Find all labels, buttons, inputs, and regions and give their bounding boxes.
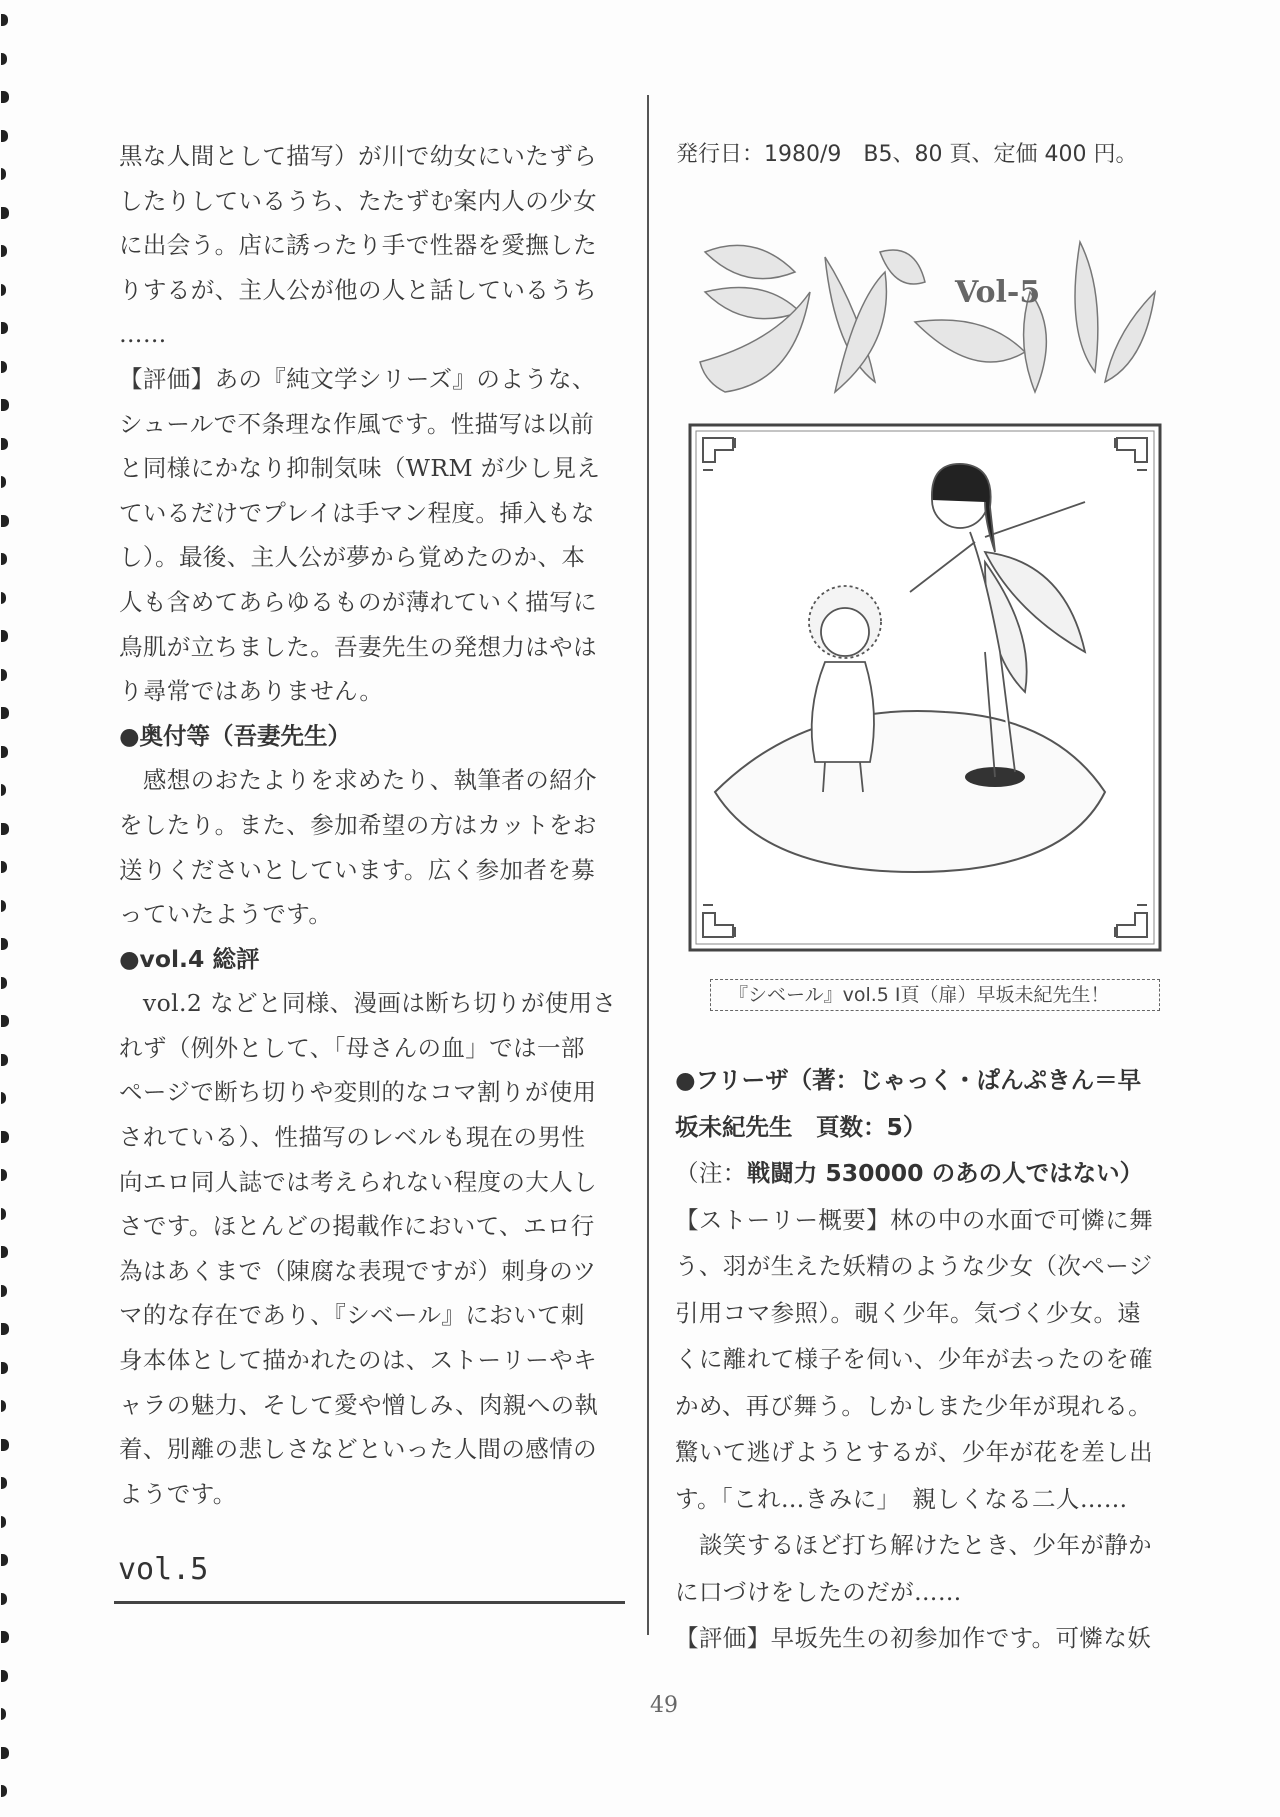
binding-mark <box>1 553 7 565</box>
line-text: 談笑するほど打ち解けたとき、少年が静か <box>675 1531 1153 1559</box>
logo-leaves <box>700 242 1155 392</box>
text-line <box>119 446 629 491</box>
binding-mark <box>1 1593 7 1605</box>
text-line <box>675 1197 1185 1244</box>
text-line <box>675 1336 1185 1383</box>
line-text: 黒な人間として描写）が川で幼女にいたずら <box>119 142 597 170</box>
line-text: 【評価】あの『純文学シリーズ』のような、 <box>119 364 596 393</box>
binding-mark <box>1 1554 8 1566</box>
line-text: マ的な存在であり、『シベール』において刺 <box>119 1301 585 1330</box>
line-text: 着、別離の悲しさなどといった人間の感情の <box>119 1435 597 1464</box>
binding-mark <box>1 1439 9 1451</box>
section-rule <box>114 1601 625 1604</box>
line-text: 為はあくまで（陳腐な表現ですが）刺身のツ <box>119 1256 597 1285</box>
binding-mark <box>1 1400 6 1412</box>
binding-mark <box>1 361 7 373</box>
binding-mark <box>1 245 7 257</box>
binding-mark <box>1 938 8 950</box>
binding-mark <box>1 168 6 180</box>
text-line <box>119 1472 629 1517</box>
binding-mark <box>1 746 8 758</box>
binding-mark <box>1 1015 9 1027</box>
binding-mark <box>1 1362 8 1374</box>
text-line <box>119 134 629 179</box>
binding-holes <box>0 0 14 1817</box>
binding-mark <box>1 1747 9 1759</box>
line-text: 向エロ同人誌では考えられない程度の大人し <box>119 1167 597 1196</box>
text-line <box>119 1204 629 1249</box>
line-text: ●フリーザ（著：じゃっく・ぱんぷきん＝早 <box>675 1066 1142 1094</box>
binding-mark <box>1 1477 7 1489</box>
binding-mark <box>1 1246 8 1258</box>
binding-mark <box>1 322 8 334</box>
text-line <box>119 981 629 1026</box>
logo-volume-label: Vol-5 <box>955 275 1041 310</box>
section-subheading <box>119 937 629 982</box>
binding-mark <box>1 823 9 835</box>
text-line <box>675 1569 1185 1616</box>
line-text: シュールで不条理な作風です。性描写は以前 <box>119 409 595 438</box>
line-text: （注： <box>675 1159 747 1187</box>
line-text: 【ストーリー概要】林の中の水面で可憐に舞 <box>675 1205 1153 1234</box>
text-line <box>675 1243 1185 1290</box>
line-text: ページで断ち切りや変則的なコマ割りが使用 <box>119 1078 597 1107</box>
text-line <box>119 535 629 580</box>
line-bold-text: 戦闘力 530000 のあの人ではない） <box>746 1159 1144 1187</box>
binding-mark <box>1 977 7 989</box>
text-line <box>119 1427 629 1472</box>
line-text: 送りくださいとしています。広く参加者を募 <box>119 855 596 884</box>
line-text: ようです。 <box>119 1479 237 1508</box>
line-text: 坂未紀先生 頁数：5） <box>675 1112 927 1141</box>
text-line <box>119 803 629 848</box>
binding-mark <box>1 669 7 681</box>
line-text: 鳥肌が立ちました。吾妻先生の発想力はやは <box>119 632 597 661</box>
binding-mark <box>1 1131 9 1143</box>
text-line <box>675 1522 1185 1569</box>
text-line <box>119 1383 629 1428</box>
line-text: 感想のおたよりを求めたり、執筆者の紹介 <box>119 766 597 795</box>
text-line <box>119 268 629 313</box>
publication-info: 発行日：1980/9 B5、80 頁、定価 400 円。 <box>676 142 1138 167</box>
text-line <box>119 179 629 224</box>
line-text: 身本体として描かれたのは、ストーリーやキ <box>119 1346 597 1375</box>
binding-mark <box>1 1208 6 1220</box>
line-text: さです。ほとんどの掲載作において、エロ行 <box>119 1212 595 1241</box>
text-line <box>119 223 629 268</box>
text-line <box>119 1115 629 1160</box>
line-text: ●奥付等（吾妻先生） <box>119 721 352 750</box>
text-line <box>119 1249 629 1294</box>
binding-mark <box>1 1516 6 1528</box>
boy-figure <box>809 586 881 792</box>
column-divider <box>647 95 649 1635</box>
line-text: し）。最後、主人公が夢から覚めたのか、本 <box>119 543 586 572</box>
text-line <box>119 1070 629 1115</box>
line-text: 引用コマ参照）。覗く少年。気づく少女。遠 <box>675 1298 1142 1327</box>
line-text: 人も含めてあらゆるものが薄れていく描写に <box>119 587 597 616</box>
binding-mark <box>1 284 6 296</box>
binding-mark <box>1 1054 8 1066</box>
binding-mark <box>1 1092 6 1104</box>
text-line <box>119 758 629 803</box>
binding-mark <box>1 14 8 26</box>
text-line <box>119 1338 629 1383</box>
line-text: ャラの魅力、そして愛や憎しみ、肉親への執 <box>119 1390 599 1419</box>
binding-mark <box>1 207 9 219</box>
line-text: と同様にかなり抑制気味（WRM が少し見え <box>119 454 601 483</box>
line-text: されている）、性描写のレベルも現在の男性 <box>119 1123 586 1152</box>
text-line <box>119 669 629 714</box>
text-line <box>119 1293 629 1338</box>
line-text: ●vol.4 総評 <box>119 944 260 973</box>
line-text: 【評価】早坂先生の初参加作です。可憐な妖 <box>675 1624 1152 1652</box>
text-line <box>119 312 629 357</box>
binding-mark <box>1 438 8 450</box>
section-heading-vol5: vol.5 <box>118 1552 209 1587</box>
binding-mark <box>1 1708 6 1720</box>
line-text: 驚いて逃げようとするが、少年が花を差し出 <box>675 1438 1153 1466</box>
text-line <box>119 625 629 670</box>
cover-illustration <box>685 232 1165 957</box>
text-line <box>119 580 629 625</box>
text-line <box>675 1429 1185 1476</box>
line-text: す。「これ…きみに」 親しくなる二人…… <box>675 1484 1128 1513</box>
section-subheading <box>119 714 629 759</box>
line-text: くに離れて様子を伺い、少年が去ったのを確 <box>675 1345 1153 1373</box>
line-text: り尋常ではありません。 <box>119 677 384 706</box>
line-text: ているだけでプレイは手マン程度。挿入もな <box>119 498 595 527</box>
left-column <box>119 134 629 1516</box>
line-text: したりしているうち、たたずむ案内人の少女 <box>119 186 597 215</box>
text-line <box>119 357 629 402</box>
text-line <box>675 1383 1185 1430</box>
text-line <box>675 1290 1185 1337</box>
binding-mark <box>1 399 9 411</box>
line-text: に口づけをしたのだが…… <box>675 1577 962 1606</box>
text-line <box>119 491 629 536</box>
page-number: 49 <box>650 1693 678 1718</box>
line-text: をしたり。また、参加希望の方はカットをお <box>119 810 597 839</box>
line-text: vol.2 などと同様、漫画は断ち切りが使用さ <box>119 989 617 1018</box>
binding-mark <box>1 630 8 642</box>
line-text: かめ、再び舞う。しかしまた少年が現れる。 <box>675 1391 1153 1420</box>
text-line <box>675 1615 1185 1662</box>
binding-mark <box>1 1670 8 1682</box>
binding-mark <box>1 91 9 103</box>
binding-mark <box>1 1169 7 1181</box>
line-text: りするが、主人公が他の人と話しているうち <box>119 275 597 304</box>
binding-mark <box>1 707 9 719</box>
line-text: う、羽が生えた妖精のような少女（次ページ <box>675 1252 1153 1280</box>
right-column <box>675 1057 1185 1662</box>
section-subheading <box>675 1104 1185 1151</box>
binding-mark <box>1 1323 9 1335</box>
line-text: っていたようです。 <box>119 900 333 929</box>
line-text: れず（例外として、「母さんの血」では一部 <box>119 1033 585 1062</box>
text-line <box>119 1160 629 1205</box>
binding-mark <box>1 784 6 796</box>
binding-mark <box>1 592 6 604</box>
binding-mark <box>1 53 7 65</box>
text-line <box>119 1026 629 1071</box>
binding-mark <box>1 1285 7 1297</box>
text-line <box>119 892 629 937</box>
binding-mark <box>1 515 9 527</box>
line-text: …… <box>119 320 167 349</box>
text-line <box>119 848 629 893</box>
binding-mark <box>1 130 8 142</box>
section-subheading <box>675 1057 1185 1104</box>
text-line <box>675 1150 1185 1197</box>
binding-mark <box>1 1785 7 1797</box>
binding-mark <box>1 1631 9 1643</box>
binding-mark <box>1 861 7 873</box>
text-line <box>675 1476 1185 1523</box>
binding-mark <box>1 900 6 912</box>
binding-mark <box>1 476 6 488</box>
text-line <box>119 402 629 447</box>
figure-caption: 『シベール』vol.5 Ⅰ頁（扉）早坂未紀先生！ <box>710 979 1160 1011</box>
line-text: に出会う。店に誘ったり手で性器を愛撫した <box>119 231 597 260</box>
